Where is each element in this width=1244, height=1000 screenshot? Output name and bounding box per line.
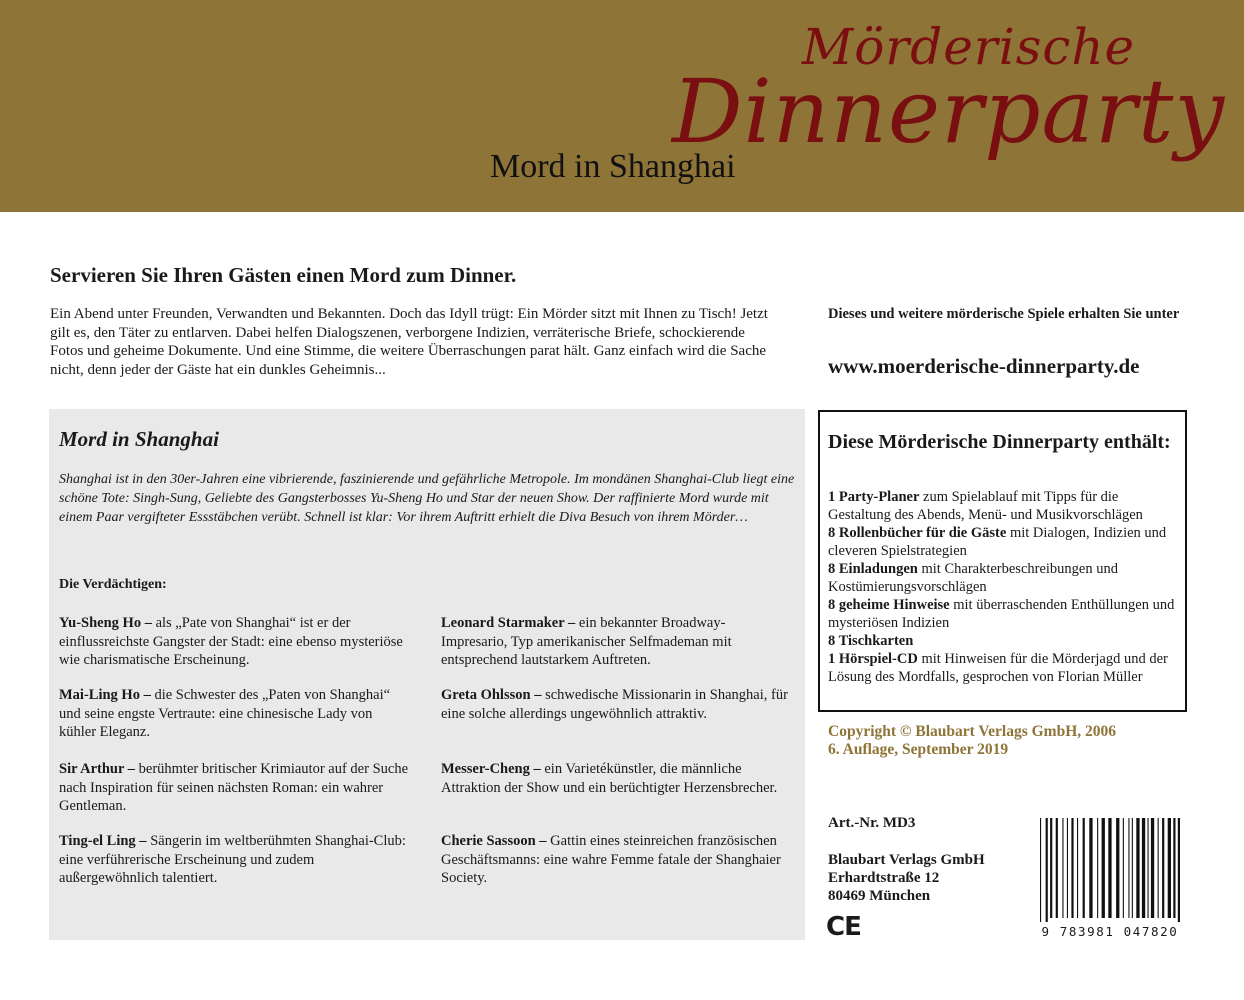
suspect-name: Cherie Sassoon – — [441, 833, 547, 849]
barcode-bars — [1036, 818, 1184, 922]
suspect-entry — [441, 760, 791, 797]
barcode-digits: 9 783981 047820 — [1041, 924, 1179, 939]
suspect-name: Yu-Sheng Ho – — [59, 615, 152, 631]
publisher-city: 80469 München — [828, 888, 931, 904]
contents-item-count: 1 Party-Planer — [828, 489, 920, 505]
intro-text: Ein Abend unter Freunden, Verwandten und Bekannten. Doch das Idyll trügt: Ein Mörder sitzt mit Ihnen zu Tisch! Jetzt gilt es, den Täter zu entlarven. Dabei helfen Dialogszenen, verborgene Indizien, verräterische Briefe, schockierende Fotos und geheime Dokumente. Und eine Stimme, die weitere Überraschungen parat hält. Ganz einfach wird die Sache nicht, denn jeder der Gäste hat ein dunkles Geheimnis... — [50, 306, 768, 378]
contents-item — [828, 596, 1183, 632]
suspect-name: Leonard Starmaker – — [441, 615, 576, 631]
contents-item-count: 8 Rollenbücher für die Gäste — [828, 525, 1007, 541]
barcode — [1036, 818, 1184, 944]
suspect-entry — [59, 686, 409, 742]
contents-item — [828, 560, 1183, 596]
suspect-desc: als „Pate von Shanghai“ ist er der einflussreichste Gangster der Stadt: eine ebenso mysteriöse wie charismatische Erscheinung. — [59, 615, 403, 668]
contents-item-count: 8 geheime Hinweise — [828, 597, 950, 613]
suspect-entry — [59, 832, 409, 888]
logo-line2: Dinnerparty — [672, 60, 1226, 163]
contents-item — [828, 524, 1183, 560]
suspect-entry — [441, 614, 791, 670]
contents-title: Diese Mörderische Dinnerparty enthält: — [828, 431, 1171, 453]
contents-item — [828, 632, 1183, 650]
contents-item-count: 8 Einladungen — [828, 561, 918, 577]
ce-mark-icon: CE — [826, 912, 861, 942]
edition-line: 6. Auflage, September 2019 — [828, 741, 1009, 758]
suspect-desc: Sängerin im weltberühmten Shanghai-Club: eine verführerische Erscheinung und zudem außergewöhnlich talentiert. — [59, 833, 406, 886]
suspect-desc: berühmter britischer Krimiautor auf der Suche nach Inspiration für seinen nächsten Roman: ein wahrer Gentleman. — [59, 761, 409, 814]
contents-item-count: 8 Tischkarten — [828, 633, 914, 649]
contents-item-count: 1 Hörspiel-CD — [828, 651, 918, 667]
suspect-name: Messer-Cheng – — [441, 761, 541, 777]
suspect-desc: ein bekannter Broadway-Impresario, Typ amerikanischer Selfmademan mit entsprechend lautstarkem Auftreten. — [441, 615, 732, 668]
story-text: Shanghai ist in den 30er-Jahren eine vibrierende, faszinierende und gefährliche Metropole. Im mondänen Shanghai-Club liegt eine schöne Tote: Singh-Sung, Geliebte des Gangsterbosses Yu-Sheng Ho und Star der neuen Show. Der raffinierte Mord wurde mit einem Paar vergifteter Essstäbchen verübt. Schnell ist klar: Vor ihrem Auftritt erhielt die Diva Besuch von ihrem Mörder… — [59, 472, 795, 525]
contents-item-desc: mit überraschenden Enthüllungen und mysteriösen Indizien — [828, 597, 1175, 631]
publisher-name: Blaubart Verlags GmbH — [828, 852, 985, 868]
contents-item-desc: mit Charakterbeschreibungen und Kostümierungsvorschlägen — [828, 561, 1118, 595]
contents-list — [828, 488, 1183, 686]
publisher-street: Erhardtstraße 12 — [828, 870, 940, 886]
logo-line1: Mörderische — [802, 18, 1136, 76]
story-title: Mord in Shanghai — [59, 427, 219, 451]
publisher-address — [828, 851, 985, 905]
suspect-name: Sir Arthur – — [59, 761, 136, 777]
suspect-desc: ein Varietékünstler, die männliche Attraktion der Show und ein berüchtigter Herzensbrecher. — [441, 761, 778, 796]
suspect-desc: schwedische Missionarin in Shanghai, für eine solche allerdings ungewöhnlich attraktiv. — [441, 687, 788, 722]
contents-item — [828, 650, 1183, 686]
website-link[interactable]: www.moerderische-dinnerparty.de — [828, 354, 1140, 378]
suspect-name: Mai-Ling Ho – — [59, 687, 151, 703]
contents-box — [818, 410, 1187, 712]
suspect-entry — [59, 760, 409, 816]
suspect-entry — [441, 686, 791, 723]
suspect-entry — [59, 614, 409, 670]
suspect-entry — [441, 832, 791, 888]
suspect-desc: Gattin eines steinreichen französischen Geschäftsmanns: eine wahre Femme fatale der Shanghaier Society. — [441, 833, 781, 886]
suspect-name: Greta Ohlsson – — [441, 687, 542, 703]
article-number: Art.-Nr. MD3 — [828, 815, 916, 831]
header-banner — [0, 0, 1244, 212]
contents-item-desc: mit Hinweisen für die Mörderjagd und der Lösung des Mordfalls, gesprochen von Florian Müller — [828, 651, 1168, 685]
contents-item — [828, 488, 1183, 524]
contents-item-desc: mit Dialogen, Indizien und cleveren Spielstrategien — [828, 525, 1167, 559]
copyright — [828, 723, 1116, 759]
contents-item-desc: zum Spielablauf mit Tipps für die Gestaltung des Abends, Menü- und Musikvorschlägen — [828, 489, 1143, 523]
suspect-desc: die Schwester des „Paten von Shanghai“ und seine engste Vertraute: eine chinesische Lady von kühler Eleganz. — [59, 687, 391, 740]
promo-text: Dieses und weitere mörderische Spiele erhalten Sie unter — [828, 306, 1180, 322]
game-subtitle: Mord in Shanghai — [490, 148, 736, 185]
copyright-line: Copyright © Blaubart Verlags GmbH, 2006 — [828, 723, 1117, 740]
suspect-name: Ting-el Ling – — [59, 833, 147, 849]
headline: Servieren Sie Ihren Gästen einen Mord zum Dinner. — [50, 263, 517, 287]
story-panel — [49, 409, 805, 940]
suspects-heading: Die Verdächtigen: — [59, 577, 167, 592]
